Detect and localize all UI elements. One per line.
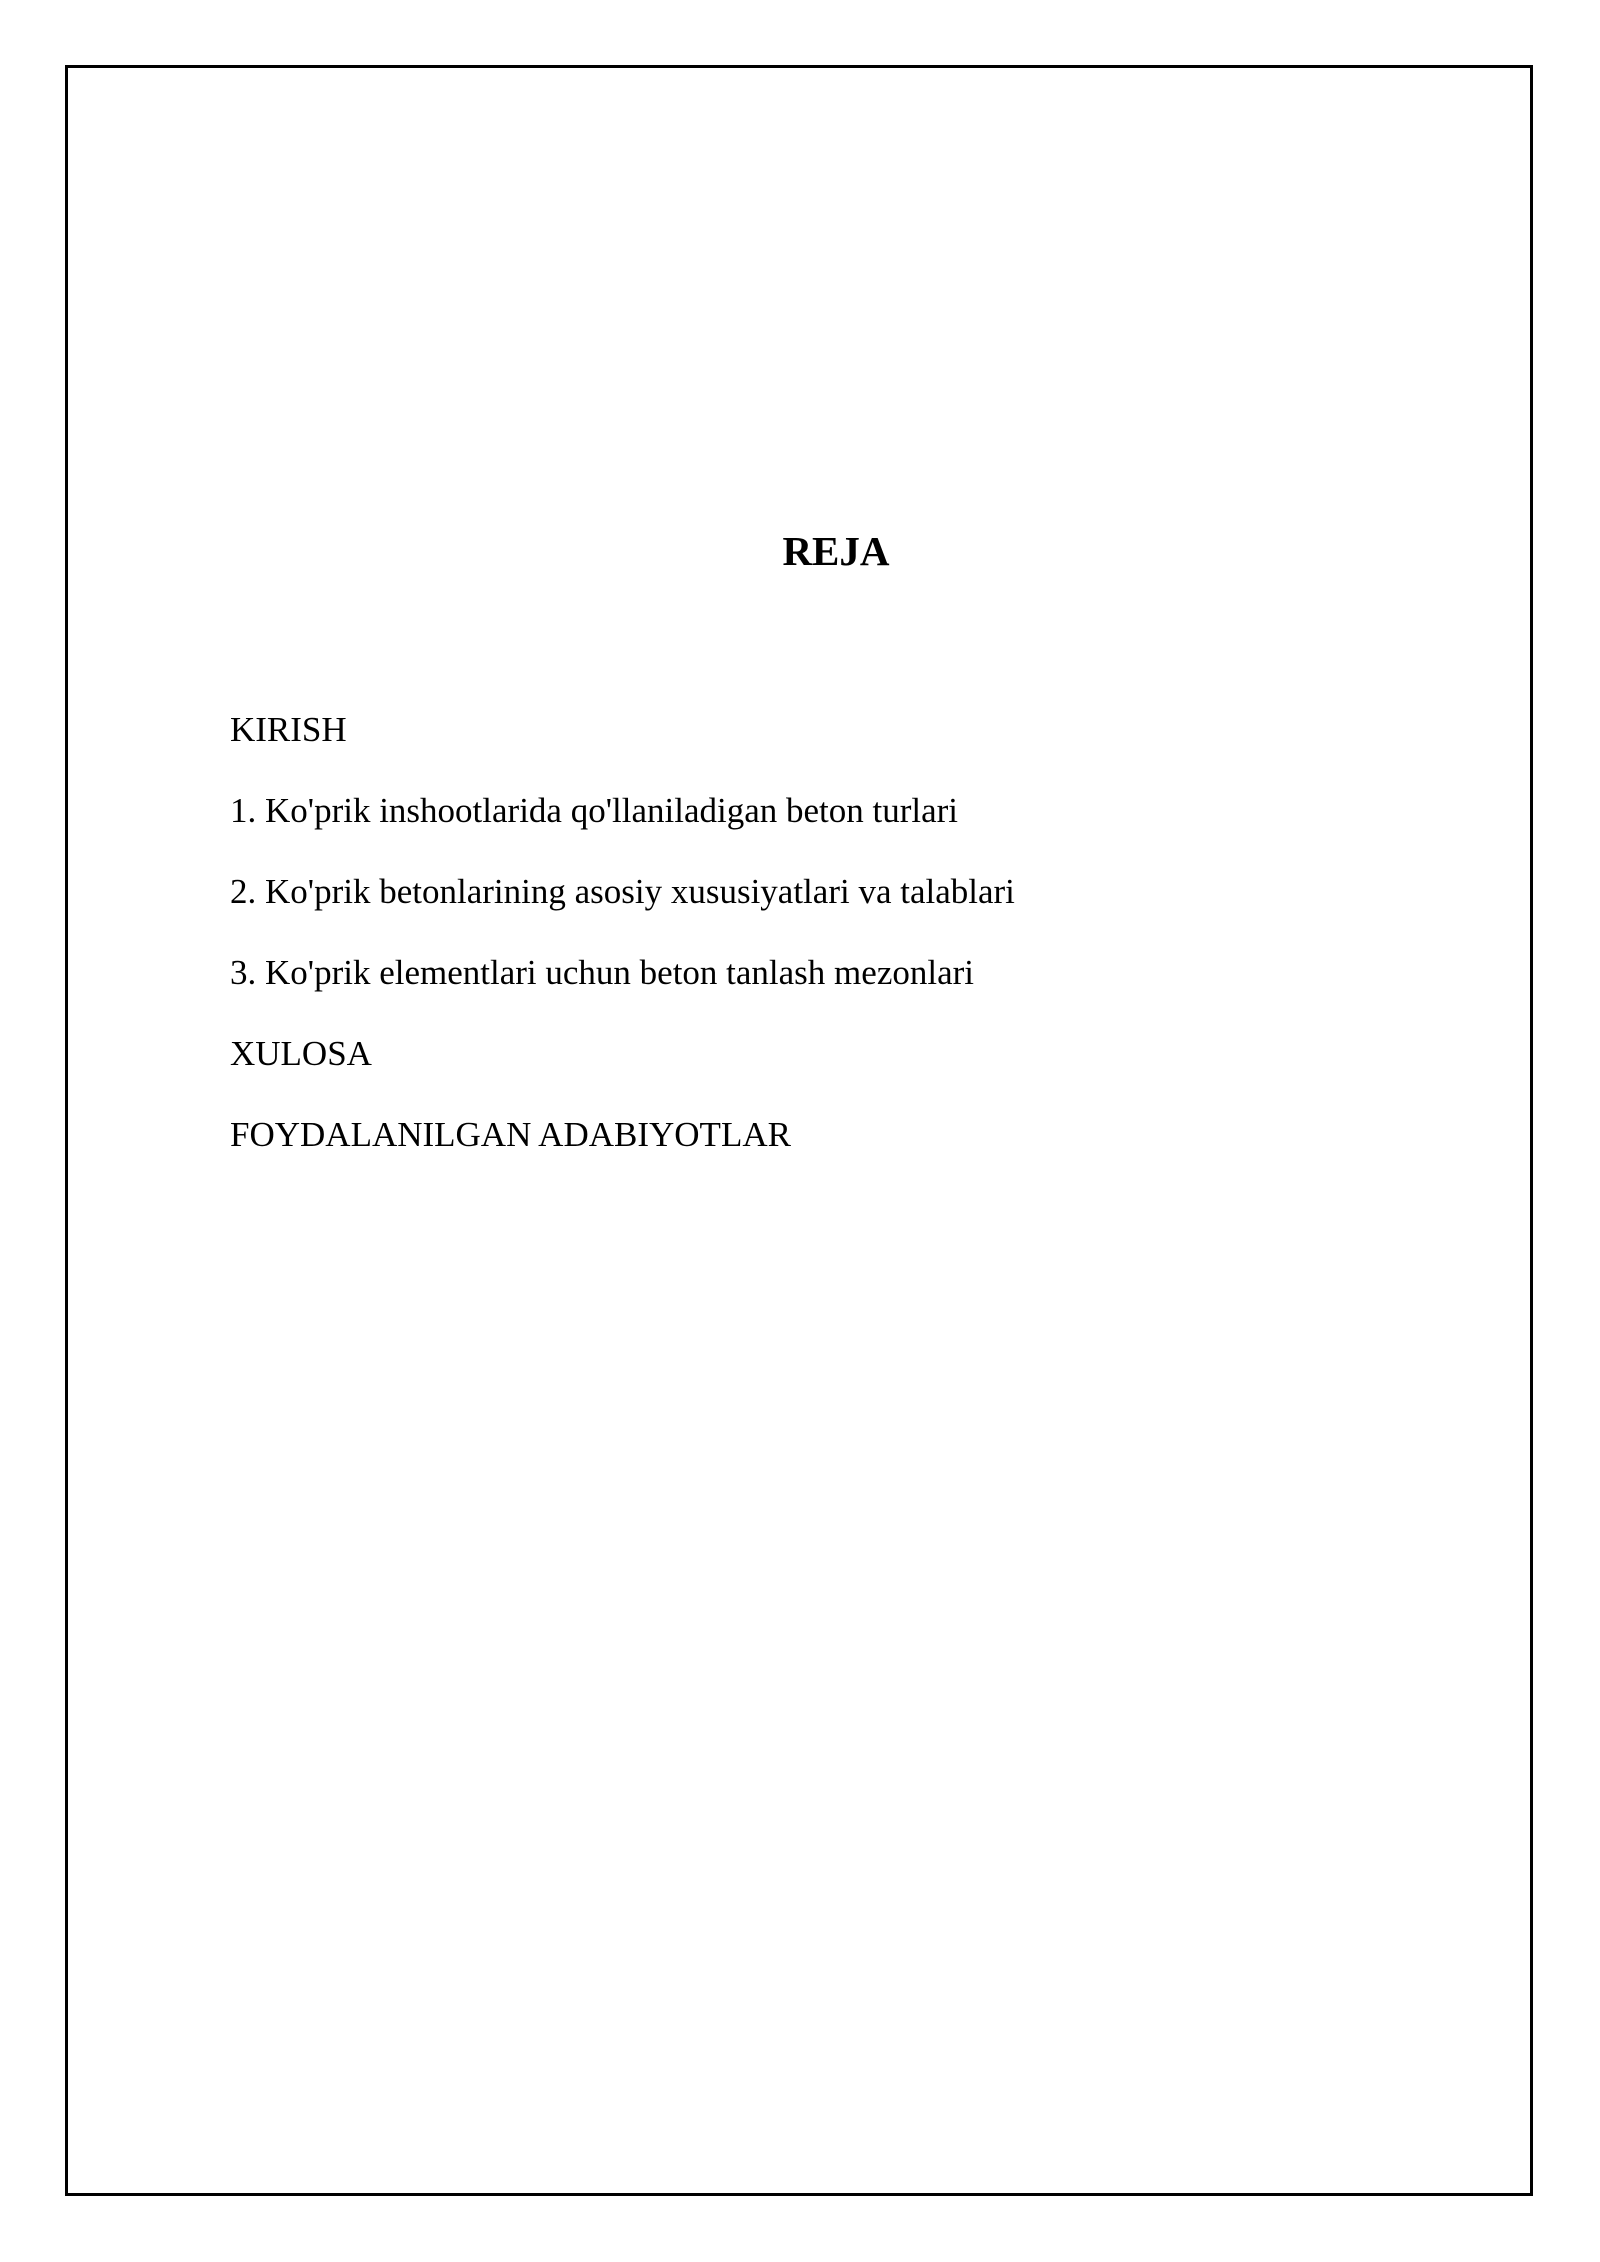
toc-item-introduction: KIRISH xyxy=(230,710,347,749)
toc-item-conclusion: XULOSA xyxy=(230,1034,372,1073)
page-title: REJA xyxy=(782,528,890,574)
toc-item-section-2: 2. Ko'prik betonlarining asosiy xususiyatlari va talablari xyxy=(230,872,1015,911)
table-of-contents xyxy=(230,708,1015,1194)
page-border xyxy=(65,65,1533,2196)
toc-item-section-1: 1. Ko'prik inshootlarida qo'llaniladigan beton turlari xyxy=(230,791,959,830)
toc-item-references: FOYDALANILGAN ADABIYOTLAR xyxy=(230,1115,791,1154)
toc-item-section-3: 3. Ko'prik elementlari uchun beton tanlash mezonlari xyxy=(230,953,974,992)
